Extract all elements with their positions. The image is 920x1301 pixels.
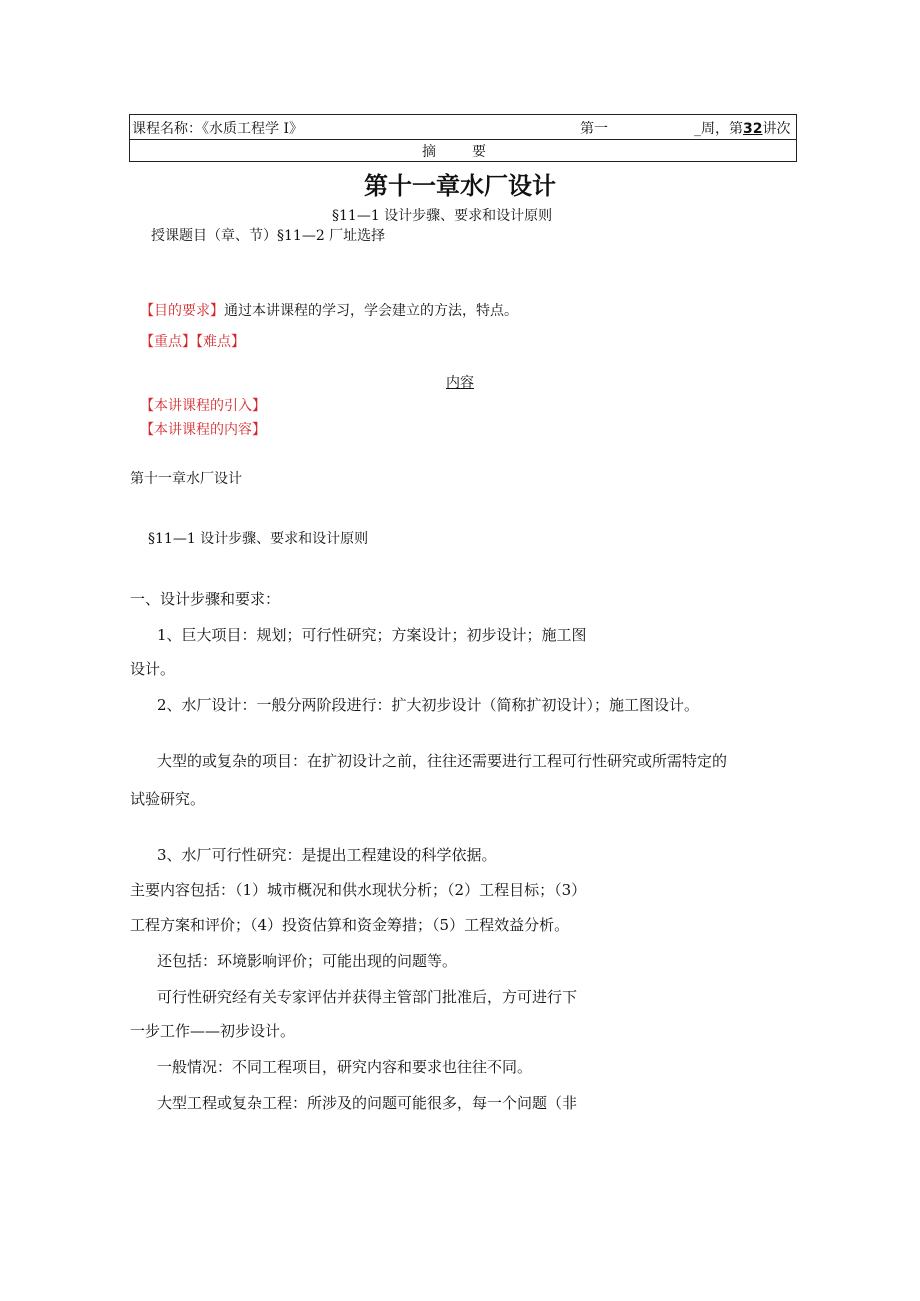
paragraph-7b: 一步工作——初步设计。 [130,1022,296,1040]
paragraph-1b: 设计。 [130,660,176,678]
paragraph-7a: 可行性研究经有关专家评估并获得主管部门批准后，方可进行下 [157,988,578,1006]
topic-line: 授课题目（章、节）§11—2 厂址选择 [151,228,386,244]
week-suffix: _周，第 [694,121,743,137]
paragraph-5a: 主要内容包括：（1）城市概况和供水现状分析；（2）工程目标；（3） [130,881,587,899]
header-table [129,114,797,162]
week-lecture-info [580,118,790,138]
body-section: §11—1 设计步骤、要求和设计原则 [148,531,369,547]
key-tag: 【重点】 [140,334,196,350]
heading-design-steps: 一、设计步骤和要求： [130,590,281,608]
paragraph-9: 大型工程或复杂工程：所涉及的问题可能很多，每一个问题（非 [157,1094,578,1112]
section-subtitle: §11—1 设计步骤、要求和设计原则 [332,208,553,224]
chapter-title: 第十一章水厂设计 [364,172,556,200]
paragraph-3a: 大型的或复杂的项目：在扩初设计之前，往往还需要进行工程可行性研究或所需特定的 [157,752,728,770]
course-name: 课程名称：《水质工程学 I》 [132,121,303,137]
header-row [130,115,796,140]
difficulty-tag: 【难点】 [196,334,245,350]
body-chapter: 第十一章水厂设计 [130,471,242,487]
paragraph-6: 还包括：环境影响评价；可能出现的问题等。 [157,952,458,970]
goal-tag: 【目的要求】 [140,303,224,319]
intro-tag: 【本讲课程的引入】 [140,398,266,414]
content-heading: 内容 [446,375,474,391]
goal-line [140,300,518,320]
content-tag: 【本讲课程的内容】 [140,422,266,438]
week-prefix: 第一 [580,121,608,137]
lecture-number: 32 [743,121,763,137]
paragraph-5b: 工程方案和评价；（4）投资估算和资金筹措；（5）工程效益分析。 [130,916,570,934]
paragraph-4: 3、水厂可行性研究：是提出工程建设的科学依据。 [157,846,497,864]
paragraph-8: 一般情况：不同工程项目，研究内容和要求也往往不同。 [157,1058,533,1076]
paragraph-2: 2、水厂设计：一般分两阶段进行：扩大初步设计（简称扩初设计）；施工图设计。 [157,696,700,714]
lecture-suffix: 讲次 [762,121,791,137]
paragraph-3b: 试验研究。 [130,790,206,808]
key-difficulty-line [140,331,245,351]
summary-label: 摘要 [422,144,522,160]
paragraph-1a: 1、巨大项目：规划；可行性研究；方案设计；初步设计；施工图 [157,626,587,644]
goal-text: 通过本讲课程的学习，学会建立的方法，特点。 [224,303,518,319]
